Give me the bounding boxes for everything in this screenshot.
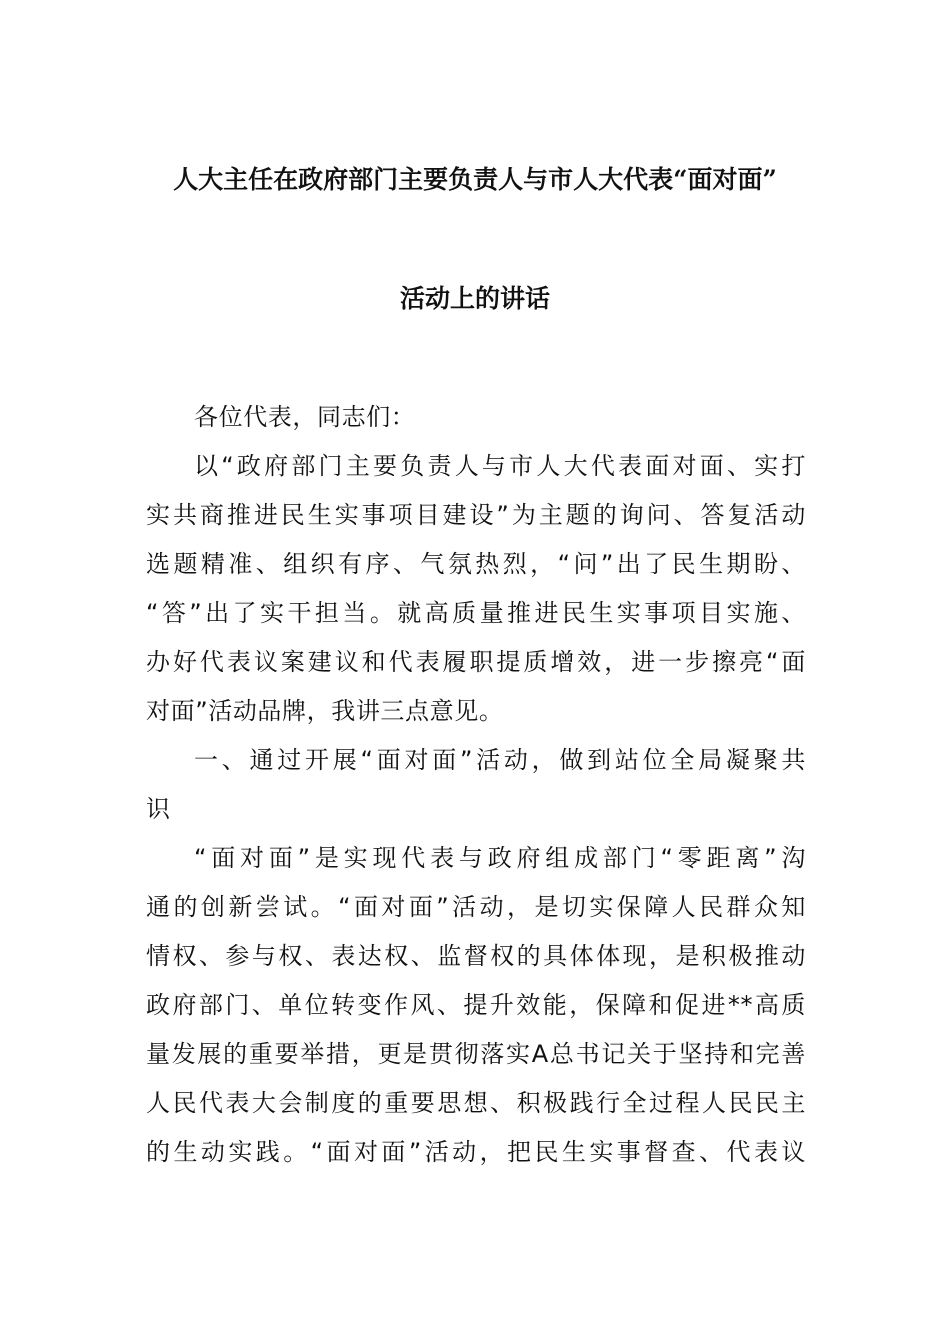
paragraph-1-line: 以“政府部门主要负责人与市人大代表面对面、实打 bbox=[194, 452, 806, 480]
paragraph-2-line: “面对面”是实现代表与政府组成部门“零距离”沟 bbox=[194, 844, 806, 872]
paragraph-1-line: “答”出了实干担当。就高质量推进民生实事项目实施、 bbox=[146, 599, 806, 627]
paragraph-2-line: 通的创新尝试。“面对面”活动，是切实保障人民群众知 bbox=[146, 893, 806, 921]
document-body bbox=[146, 393, 806, 1177]
section-heading-1-line: 识 bbox=[146, 795, 171, 823]
section-heading-1-line: 一、通过开展“面对面”活动，做到站位全局凝聚共 bbox=[194, 746, 806, 774]
paragraph-2-line: 政府部门、单位转变作风、提升效能，保障和促进**高质 bbox=[146, 991, 806, 1019]
paragraph-1-line: 办好代表议案建议和代表履职提质增效，进一步擦亮“面 bbox=[146, 648, 806, 676]
salutation: 各位代表，同志们： bbox=[194, 403, 416, 431]
paragraph-2-line: 的生动实践。“面对面”活动，把民生实事督查、代表议 bbox=[146, 1138, 806, 1166]
document-title-line-2: 活动上的讲话 bbox=[399, 284, 550, 313]
document-title-line-1: 人大主任在政府部门主要负责人与市人大代表“面对面” bbox=[173, 165, 777, 194]
paragraph-1-line: 实共商推进民生实事项目建设”为主题的询问、答复活动 bbox=[146, 501, 806, 529]
paragraph-2-line: 人民代表大会制度的重要思想、积极践行全过程人民民主 bbox=[146, 1089, 806, 1117]
paragraph-2-line: 情权、参与权、表达权、监督权的具体体现，是积极推动 bbox=[146, 942, 806, 970]
paragraph-2-line: 量发展的重要举措，更是贯彻落实A总书记关于坚持和完善 bbox=[146, 1040, 806, 1068]
paragraph-1-line: 选题精准、组织有序、气氛热烈，“问”出了民生期盼、 bbox=[146, 550, 806, 578]
paragraph-1-line: 对面”活动品牌，我讲三点意见。 bbox=[146, 697, 504, 725]
